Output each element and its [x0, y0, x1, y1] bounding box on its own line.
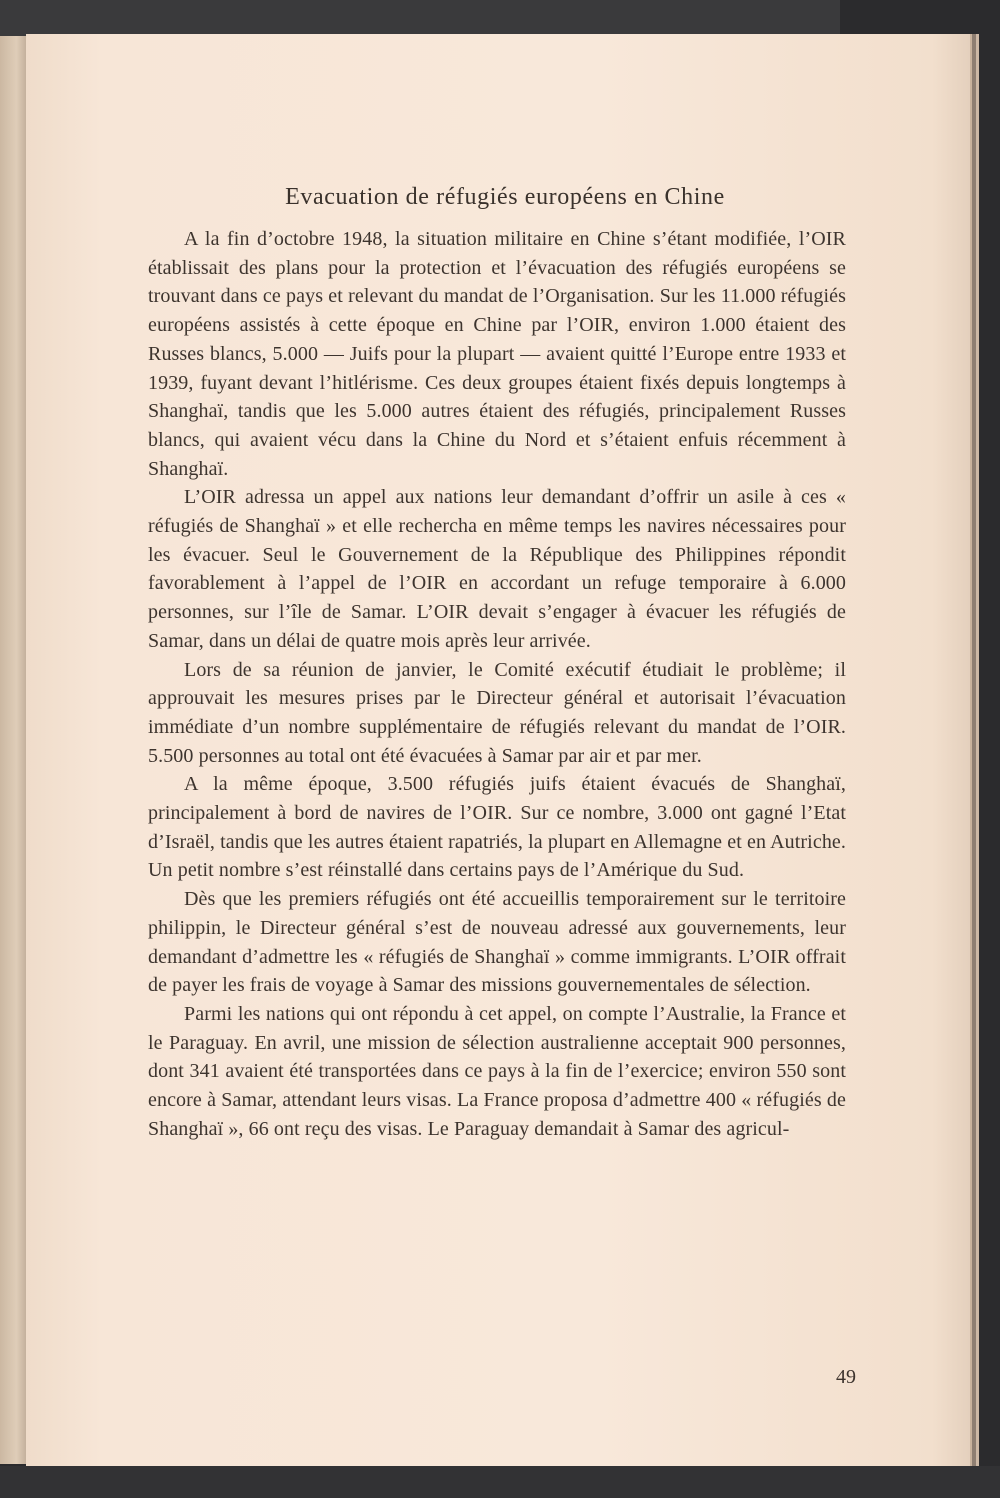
paragraph-6: Parmi les nations qui ont répondu à cet appel, on compte l’Australie, la France et le Paraguay. En avril, une mission de sélection australienne acceptait 900 personnes, dont 341 avaient été transportées dans ce pays à la fin de l’exercice; environ 550 sont encore à Samar, attendant leurs visas. La France proposa d’admettre 400 « réfugiés de Shanghaï », 66 ont reçu des visas. Le Paraguay demandait à Samar des agricul- [148, 1002, 846, 1140]
paragraph-4: A la même époque, 3.500 réfugiés juifs étaient évacués de Shanghaï, principalement à bord de navires de l’OIR. Sur ce nombre, 3.000 ont gagné l’Etat d’Israël, tandis que les autres étaient rapatriés, la plupart en Allemagne et en Autriche. Un petit nombre s’est réinstallé dans certains pays de l’Amérique du Sud. [148, 773, 846, 882]
book-page [26, 34, 970, 1466]
paragraph-3: Lors de sa réunion de janvier, le Comité exécutif étudiait le problème; il approuvait les mesures prises par le Directeur général et autorisait l’évacuation immédiate d’un nombre supplémentaire de réfugiés relevant du mandat de l’OIR. 5.500 personnes au total ont été évacuées à Samar par air et par mer. [148, 658, 846, 767]
page-content [148, 184, 846, 1144]
scan-background-bottom [0, 1466, 1000, 1498]
page-number: 49 [836, 1366, 856, 1388]
paragraph-2: L’OIR adressa un appel aux nations leur demandant d’offrir un asile à ces « réfugiés de Shanghaï » et elle rechercha en même temps les navires nécessaires pour les évacuer. Seul le Gouvernement de la République des Philippines répondit favorablement à l’appel de l’OIR en accordant un refuge temporaire à 6.000 personnes, sur l’île de Samar. L’OIR devait s’engager à évacuer les réfugiés de Samar, dans un délai de quatre mois après leur arrivée. [148, 486, 846, 652]
scan-background-top [0, 0, 840, 38]
paragraph-1: A la fin d’octobre 1948, la situation militaire en Chine s’étant modifiée, l’OIR établissait des plans pour la protection et l’évacuation des réfugiés européens se trouvant dans ce pays et relevant du mandat de l’Organisation. Sur les 11.000 réfugiés européens assistés à cette époque en Chine par l’OIR, environ 1.000 étaient des Russes blancs, 5.000 — Juifs pour la plupart — avaient quitté l’Europe entre 1933 et 1939, fuyant devant l’hitlérisme. Ces deux groupes étaient fixés depuis longtemps à Shanghaï, tandis que les 5.000 autres étaient des réfugiés, principalement Russes blancs, qui avaient vécu dans la Chine du Nord et s’étaient enfuis récemment à Shanghaï. [148, 228, 846, 480]
section-title: Evacuation de réfugiés européens en Chine [285, 184, 725, 210]
paragraph-5: Dès que les premiers réfugiés ont été accueillis temporairement sur le territoire philippin, le Directeur général s’est de nouveau adressé aux gouvernements, leur demandant d’admettre les « réfugiés de Shanghaï » comme immigrants. L’OIR offrait de payer les frais de voyage à Samar des missions gouvernementales de sélection. [148, 888, 846, 997]
